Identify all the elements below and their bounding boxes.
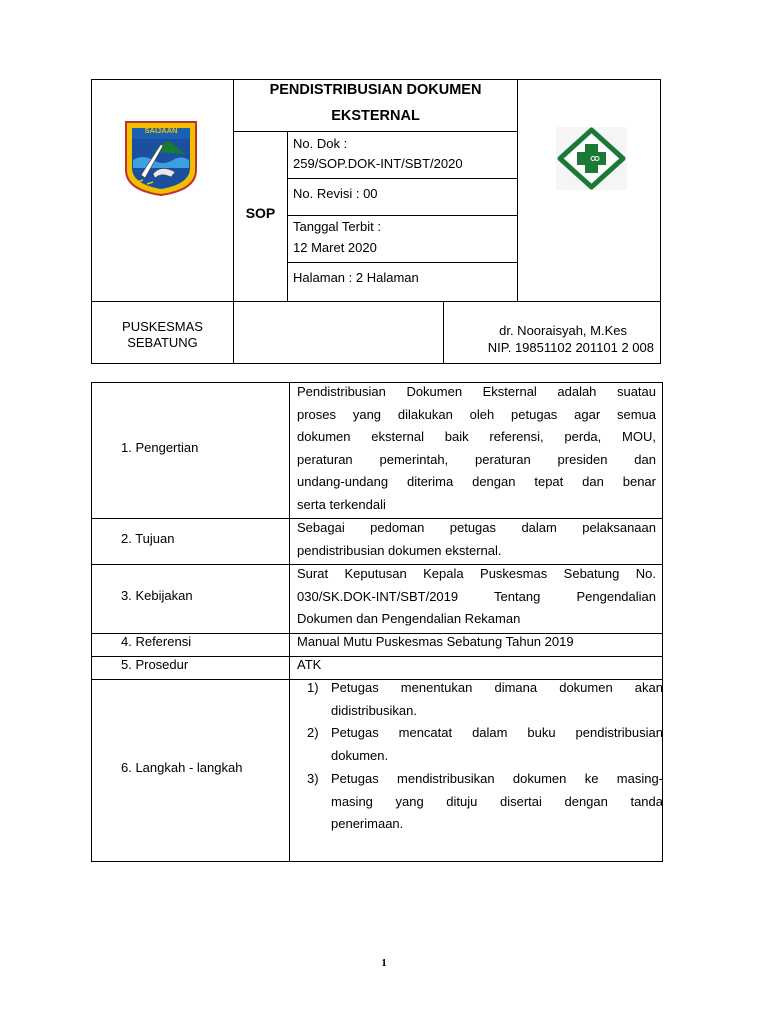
langkah-label: 6. Langkah - langkah [121, 760, 243, 775]
step-text [331, 677, 663, 722]
tanggal-label: Tanggal Terbit : [293, 219, 381, 234]
step-text [331, 722, 663, 767]
no-dok-value: 259/SOP.DOK-INT/SBT/2020 [293, 156, 463, 171]
page-number: 1 [381, 957, 387, 969]
step-text [331, 768, 663, 836]
org-line-1: PUSKESMAS [122, 319, 203, 334]
step-line: Petugas menentukan dimana dokumen akan [331, 680, 663, 695]
step-line: didistribusikan. [331, 702, 417, 718]
signer-nip: NIP. 19851102 201101 2 008 [487, 340, 654, 355]
step-number: 1) [307, 680, 319, 695]
tanggal-value: 12 Maret 2020 [293, 240, 377, 255]
step-number: 3) [307, 771, 319, 786]
title-line-1: PENDISTRIBUSIAN DOKUMEN [269, 82, 482, 98]
kebijakan-line: 030/SK.DOK-INT/SBT/2019 Tentang Pengendalian [297, 588, 656, 604]
no-revisi: No. Revisi : 00 [293, 186, 378, 201]
signer-name: dr. Nooraisyah, M.Kes [499, 323, 627, 338]
tujuan-line: pendistribusian dokumen eksternal. [297, 542, 502, 558]
kebijakan-text [297, 563, 656, 631]
regency-logo [123, 120, 199, 196]
pengertian-line: Pendistribusian Dokumen Eksternal adalah suatau [297, 384, 656, 399]
step-line: penerimaan. [331, 816, 404, 831]
tujuan-text [297, 517, 656, 562]
langkah-step [307, 722, 663, 768]
organization-name [92, 319, 233, 351]
tujuan-label: 2. Tujuan [121, 531, 175, 546]
pengertian-label: 1. Pengertian [121, 440, 199, 455]
signer-block [444, 322, 654, 356]
halaman: Halaman : 2 Halaman [293, 270, 419, 285]
kebijakan-line: Dokumen dan Pengendalian Rekaman [297, 611, 521, 627]
kebijakan-label: 3. Kebijakan [121, 588, 193, 603]
puskesmas-logo [556, 127, 627, 190]
langkah-step [307, 768, 663, 838]
referensi-label: 4. Referensi [121, 634, 192, 649]
pengertian-line: dokumen eksternal baik referensi, perda, MOU, [297, 429, 656, 445]
document-title [234, 77, 517, 129]
pengertian-line: serta terkendali [297, 496, 386, 512]
pengertian-line: peraturan pemerintah, peraturan presiden dan [297, 451, 656, 467]
tujuan-line: Sebagai pedoman petugas dalam pelaksanaan [297, 520, 656, 535]
pengertian-line: undang-undang diterima dengan tepat dan benar [297, 474, 656, 490]
langkah-step [307, 677, 663, 723]
tanggal-cell [293, 216, 381, 258]
no-dok-label: No. Dok : [293, 136, 348, 151]
sop-label: SOP [245, 205, 276, 221]
org-line-2: SEBATUNG [127, 335, 198, 350]
step-line: Petugas mendistribusikan dokumen ke masing- [331, 771, 663, 786]
pengertian-line: proses yang dilakukan oleh petugas agar semua [297, 406, 656, 422]
prosedur-text: ATK [297, 657, 322, 672]
kebijakan-line: Surat Keputusan Kepala Puskesmas Sebatung No. [297, 566, 656, 581]
health-cross-icon [556, 127, 627, 190]
no-dok-cell [293, 134, 463, 174]
logo-banner-text: SAIJAAN [144, 126, 178, 135]
referensi-text: Manual Mutu Puskesmas Sebatung Tahun 2019 [297, 634, 574, 649]
prosedur-label: 5. Prosedur [121, 657, 189, 672]
title-line-2: EKSTERNAL [331, 108, 420, 124]
step-line: dokumen. [331, 747, 389, 763]
step-number: 2) [307, 725, 319, 740]
step-line: masing yang dituju disertai dengan tanda [331, 793, 663, 809]
step-line: Petugas mencatat dalam buku pendistribusian [331, 725, 663, 740]
pengertian-text [297, 381, 656, 517]
